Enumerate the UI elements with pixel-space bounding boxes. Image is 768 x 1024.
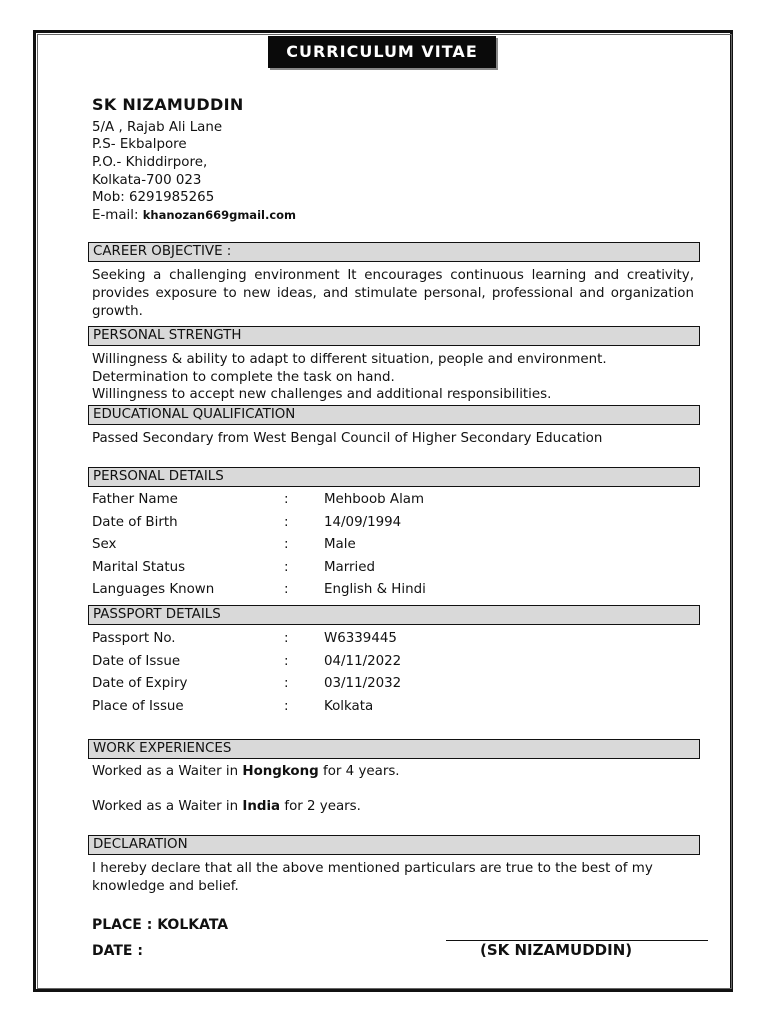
- work-item-suffix: for 2 years.: [280, 799, 361, 814]
- work-item: [92, 764, 400, 779]
- section-heading-passport-details: PASSPORT DETAILS: [88, 605, 700, 625]
- work-item-prefix: Worked as a Waiter in: [92, 764, 243, 779]
- passport-colon: :: [284, 699, 289, 714]
- career-objective-text: Seeking a challenging environment It encourages continuous learning and creativity, provides exposure to new ideas, and stimulate personal, professional and organization growth.: [92, 268, 694, 319]
- detail-label: Marital Status: [92, 560, 186, 575]
- passport-value: 04/11/2022: [324, 654, 402, 669]
- detail-label: Date of Birth: [92, 515, 178, 530]
- detail-colon: :: [284, 537, 289, 552]
- email-label: E-mail:: [92, 208, 143, 223]
- section-heading-declaration: DECLARATION: [88, 835, 700, 855]
- detail-value: Married: [324, 560, 375, 575]
- work-item-prefix: Worked as a Waiter in: [92, 799, 243, 814]
- detail-value: Male: [324, 537, 356, 552]
- detail-label: Father Name: [92, 492, 178, 507]
- detail-colon: :: [284, 560, 289, 575]
- applicant-name: SK NIZAMUDDIN: [92, 95, 244, 114]
- document-title: CURRICULUM VITAE: [268, 36, 496, 68]
- place-line: PLACE : KOLKATA: [92, 917, 229, 933]
- passport-label: Date of Expiry: [92, 676, 188, 691]
- passport-colon: :: [284, 654, 289, 669]
- work-item-suffix: for 4 years.: [318, 764, 400, 779]
- detail-label: Languages Known: [92, 582, 215, 597]
- work-item: [92, 799, 361, 814]
- detail-label: Sex: [92, 537, 117, 552]
- strength-item: Determination to complete the task on hand.: [92, 370, 395, 385]
- detail-colon: :: [284, 582, 289, 597]
- declaration-text: I hereby declare that all the above mentioned particulars are true to the best of my knowledge and belief.: [92, 861, 653, 894]
- signature-name: (SK NIZAMUDDIN): [480, 941, 633, 959]
- section-heading-education: EDUCATIONAL QUALIFICATION: [88, 405, 700, 425]
- address-line: P.S- Ekbalpore: [92, 137, 187, 152]
- passport-label: Place of Issue: [92, 699, 184, 714]
- address-line: 5/A , Rajab Ali Lane: [92, 120, 223, 135]
- detail-value: Mehboob Alam: [324, 492, 425, 507]
- strength-item: Willingness & ability to adapt to different situation, people and environment.: [92, 352, 607, 367]
- passport-value: W6339445: [324, 631, 397, 646]
- passport-value: Kolkata: [324, 699, 374, 714]
- passport-colon: :: [284, 631, 289, 646]
- email-line: [92, 207, 296, 225]
- address-line: P.O.- Khiddirpore,: [92, 155, 208, 170]
- passport-label: Date of Issue: [92, 654, 181, 669]
- detail-value: English & Hindi: [324, 582, 426, 597]
- section-heading-personal-details: PERSONAL DETAILS: [88, 467, 700, 487]
- detail-colon: :: [284, 492, 289, 507]
- detail-colon: :: [284, 515, 289, 530]
- section-heading-career-objective: CAREER OBJECTIVE :: [88, 242, 700, 262]
- strength-item: Willingness to accept new challenges and additional responsibilities.: [92, 387, 552, 402]
- passport-label: Passport No.: [92, 631, 176, 646]
- passport-colon: :: [284, 676, 289, 691]
- section-heading-work-experiences: WORK EXPERIENCES: [88, 739, 700, 759]
- work-item-place: Hongkong: [242, 764, 319, 779]
- detail-value: 14/09/1994: [324, 515, 402, 530]
- address-line: Kolkata-700 023: [92, 173, 202, 188]
- section-heading-personal-strength: PERSONAL STRENGTH: [88, 326, 700, 346]
- work-item-place: India: [242, 799, 281, 814]
- date-line: DATE :: [92, 943, 143, 959]
- passport-value: 03/11/2032: [324, 676, 402, 691]
- education-text: Passed Secondary from West Bengal Council of Higher Secondary Education: [92, 431, 603, 446]
- email-value: khanozan669gmail.com: [142, 208, 297, 222]
- mobile-line: Mob: 6291985265: [92, 190, 215, 205]
